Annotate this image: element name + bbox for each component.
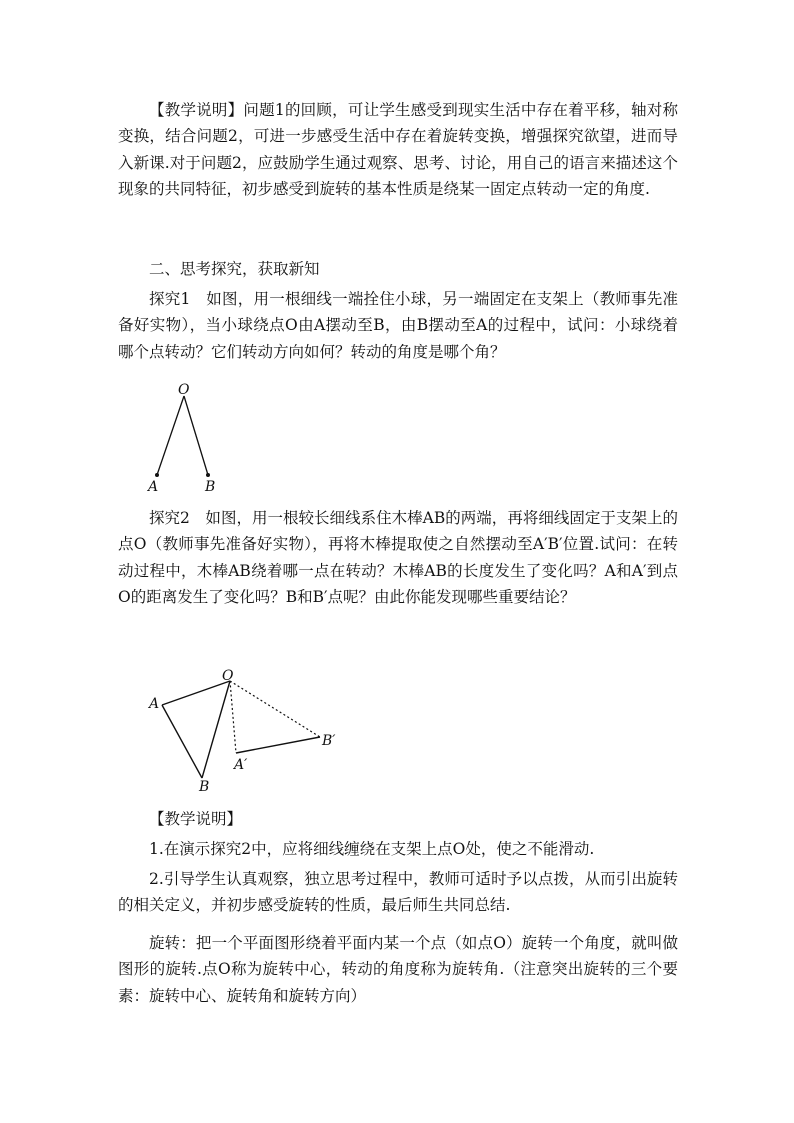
teaching-note-2-item-2: 2.引导学生认真观察，独立思考过程中，教师可适时予以点拨，从而引出旋转的相关定义，并初步感受旋转的性质，最后师生共同总结. xyxy=(118,870,678,915)
segment-ab xyxy=(162,705,202,778)
label-a-prime: A′ xyxy=(234,757,248,773)
label-b-prime: B′ xyxy=(322,733,336,749)
label-o: O xyxy=(178,382,190,398)
label-a: A xyxy=(148,479,159,495)
ball-b xyxy=(206,473,210,477)
label-b: B xyxy=(199,779,210,795)
ball-a xyxy=(155,473,159,477)
rotation-definition: 旋转：把一个平面图形绕着平面内某一个点（如点O）旋转一个角度，就叫做图形的旋转.点O称为旋转中心，转动的角度称为旋转角.（注意突出旋转的三个要素：旋转中心、旋转角和旋转方向） xyxy=(118,934,678,1005)
string-oa xyxy=(157,396,184,475)
segment-oa1 xyxy=(230,681,236,753)
teaching-note-2-heading: 【教学说明】 xyxy=(149,810,243,828)
teaching-note-1: 【教学说明】问题1的回顾，可让学生感受到现实生活中存在着平移，轴对称变换，结合问题2，可进一步感受生活中存在着旋转变换，增强探究欲望，进而导入新课.对于问题2，应鼓励学生通过观察、思考、讨论，用自己的语言来描述这个现象的共同特征，初步感受到旋转的基本性质是绕某一固定点转动一定的角度. xyxy=(118,101,678,199)
segment-ao xyxy=(162,681,230,705)
label-a: A xyxy=(149,696,160,712)
rotation-figure xyxy=(140,665,350,795)
segment-ob1 xyxy=(230,681,320,737)
pendulum-figure xyxy=(140,380,230,495)
section-heading: 二、思考探究，获取新知 xyxy=(149,260,320,278)
teaching-note-2-item-1: 1.在演示探究2中，应将细线缠绕在支架上点O处，使之不能滑动. xyxy=(149,840,595,858)
explore-1-text: 探究1 如图，用一根细线一端拴住小球，另一端固定在支架上（教师事先准备好实物），当小球绕点O由A摆动至B，由B摆动至A的过程中，试问：小球绕着哪个点转动？它们转动方向如何？转动的角度是哪个角？ xyxy=(118,290,678,361)
label-o: O xyxy=(222,668,234,684)
segment-ob xyxy=(202,681,230,778)
label-b: B xyxy=(205,479,216,495)
explore-2-text: 探究2 如图，用一根较长细线系住木棒AB的两端，再将细线固定于支架上的点O（教师事先准备好实物），再将木棒提取使之自然摆动至A′B′位置.试问：在转动过程中，木棒AB绕着哪一点在转动？木棒AB的长度发生了变化吗？A和A′到点O的距离发生了变化吗？B和B′点呢？由此你能发现哪些重要结论？ xyxy=(118,509,678,607)
string-ob xyxy=(184,396,208,475)
segment-a1b1 xyxy=(236,737,320,753)
